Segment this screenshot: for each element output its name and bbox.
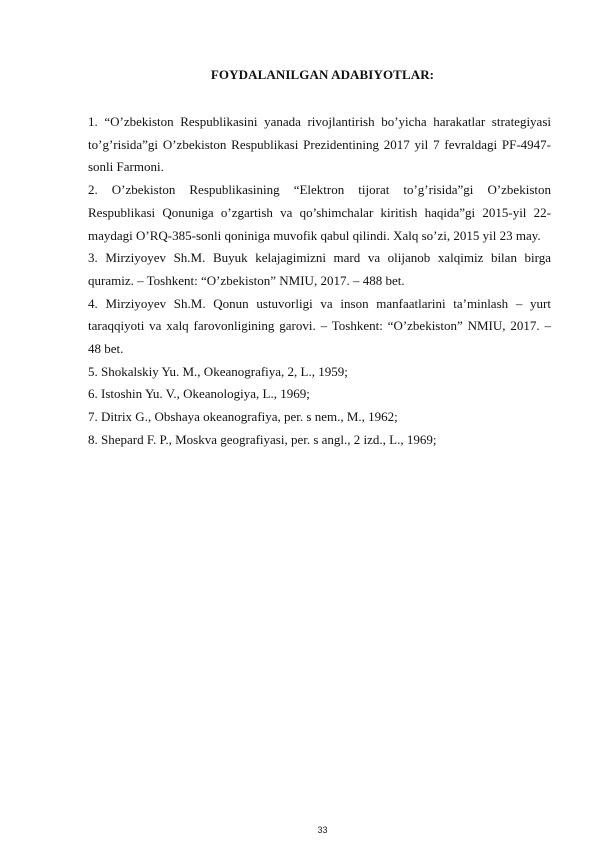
reference-item-3: 3. Mirziyoyev Sh.M. Buyuk kelajagimizni mard va olijanob xalqimiz bilan birga quramiz. – Toshkent: “O’zbekiston” NMIU, 2017. – 488 bet. (88, 250, 551, 288)
page-title: FOYDALANILGAN ADABIYOTLAR: (210, 67, 435, 82)
reference-item-8: 8. Shepard F. P., Moskva geografiyasi, per. s angl., 2 izd., L., 1969; (88, 431, 437, 447)
reference-item-6: 6. Istoshin Yu. V., Okeanologiya, L., 1969; (88, 386, 310, 402)
reference-item-5: 5. Shokalskiy Yu. M., Okeanografiya, 2, L., 1959; (88, 363, 348, 379)
reference-item-4: 4. Mirziyoyev Sh.M. Qonun ustuvorligi va inson manfaatlarini ta’minlash – yurt taraqqiyoti va xalq farovonligining garovi. – Toshkent: “O’zbekiston” NMIU, 2017. – 48 bet. (88, 295, 551, 357)
reference-item-1: 1. “O’zbekiston Respublikasini yanada rivojlantirish bo’yicha harakatlar strategiyasi to’g’risida”gi O’zbekiston Respublikasi Prezidentining 2017 yil 7 fevraldagi PF-4947-sonli Farmoni. (88, 114, 551, 175)
page-number: 33 (317, 825, 328, 835)
reference-list (88, 111, 551, 452)
reference-item-2: 2. O’zbekiston Respublikasining “Elektron tijorat to’g’risida”gi O’zbekiston Respublikasi Qonuniga o’zgartish va qo’shimchalar kiritish haqida”gi 2015-yil 22-maydagi O’RQ-385-sonli qoniniga muvofik qabul qilindi. Xalq so’zi, 2015 yil 23 may. (88, 182, 551, 243)
reference-item-7: 7. Ditrix G., Obshaya okeanografiya, per. s nem., M., 1962; (88, 409, 398, 425)
